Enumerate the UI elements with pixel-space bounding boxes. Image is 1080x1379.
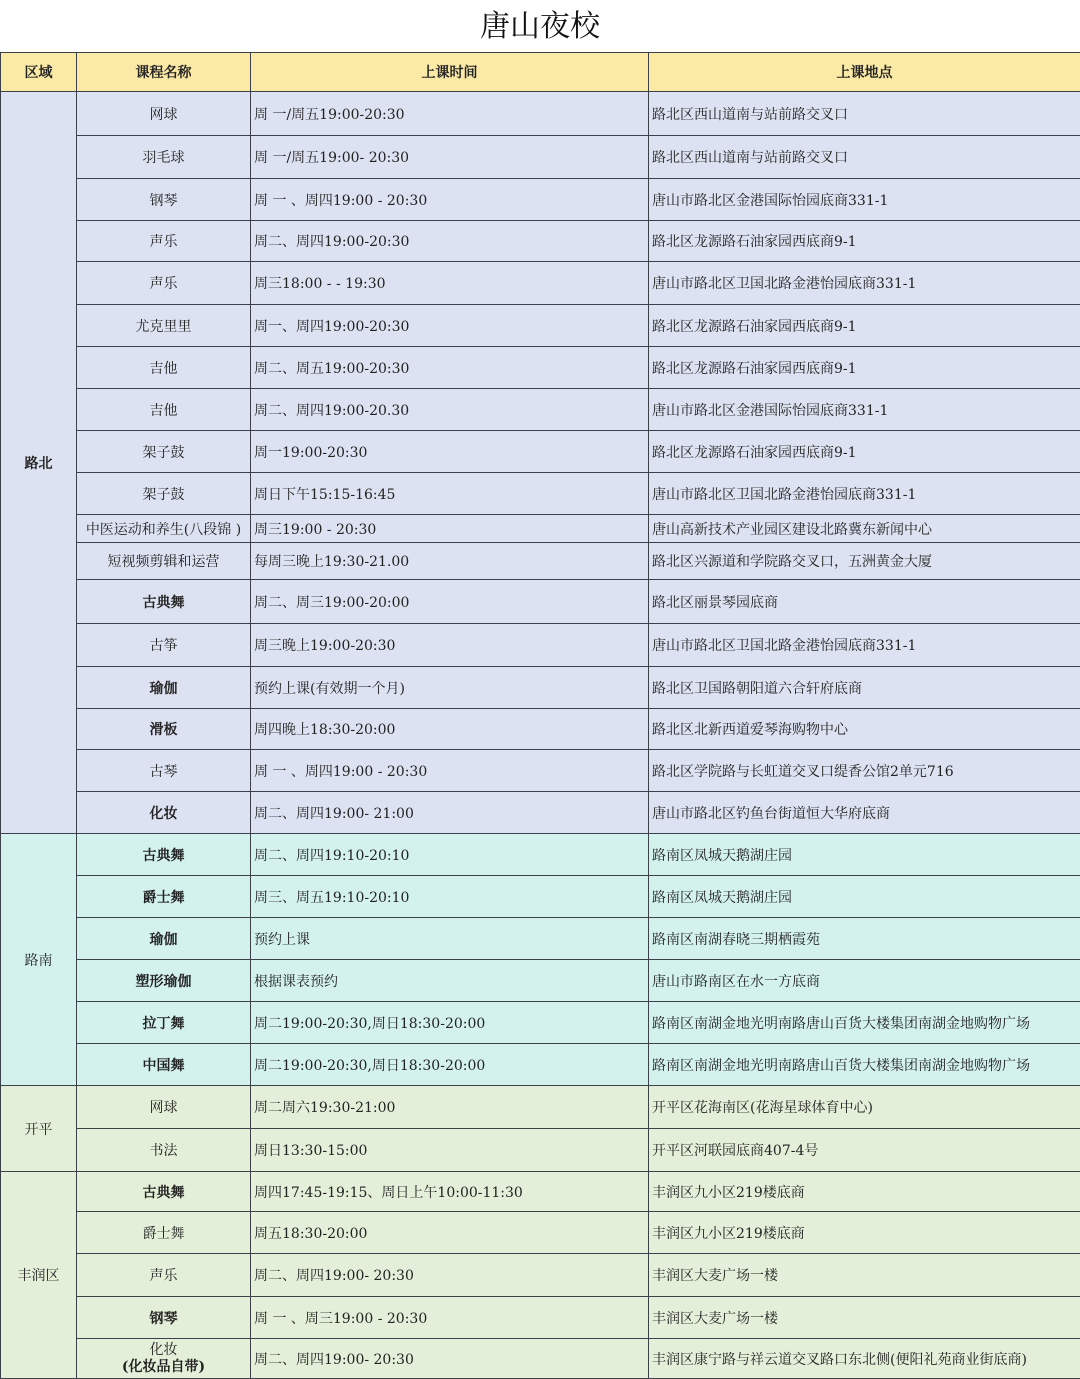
course-name-cell: 架子鼓 <box>77 431 251 473</box>
class-time-cell: 周三19:00 - 20:30 <box>251 515 649 543</box>
class-place-cell: 路北区北新西道爱琴海购物中心 <box>649 709 1080 750</box>
table-row <box>1 1339 1080 1379</box>
header-time: 上课时间 <box>251 53 649 92</box>
class-time-cell: 预约上课(有效期一个月) <box>251 667 649 709</box>
table-row <box>1 1297 1080 1339</box>
class-place-cell: 路北区西山道南与站前路交叉口 <box>649 136 1080 179</box>
table-row <box>1 1086 1080 1129</box>
region-cell: 开平 <box>1 1086 77 1172</box>
class-time-cell: 周四晚上18:30-20:00 <box>251 709 649 750</box>
class-time-cell: 周 一/周五19:00- 20:30 <box>251 136 649 179</box>
class-time-cell: 周二周六19:30-21:00 <box>251 1086 649 1129</box>
course-name: 化妆 <box>149 1341 178 1358</box>
class-time-cell: 周二、周四19:00- 21:00 <box>251 792 649 834</box>
course-name-cell: 吉他 <box>77 347 251 389</box>
course-name-cell: 书法 <box>77 1129 251 1172</box>
course-name-cell: 化妆 <box>77 792 251 834</box>
region-cell: 路北 <box>1 92 77 834</box>
course-name-cell: 爵士舞 <box>77 1212 251 1254</box>
table-row <box>1 179 1080 221</box>
course-name-cell: 架子鼓 <box>77 473 251 515</box>
class-place-cell: 唐山市路北区卫国北路金港怡园底商331-1 <box>649 473 1080 515</box>
course-name-cell: 古典舞 <box>77 580 251 624</box>
table-row <box>1 262 1080 305</box>
table-row <box>1 792 1080 834</box>
table-row <box>1 750 1080 792</box>
region-cell: 路南 <box>1 834 77 1086</box>
class-place-cell: 唐山市路北区金港国际怡园底商331-1 <box>649 179 1080 221</box>
class-time-cell: 周二、周五19:00-20:30 <box>251 347 649 389</box>
table-row <box>1 136 1080 179</box>
class-place-cell: 丰润区九小区219楼底商 <box>649 1212 1080 1254</box>
class-place-cell: 路北区兴源道和学院路交叉口，五洲黄金大厦 <box>649 543 1080 580</box>
table-row <box>1 473 1080 515</box>
table-row <box>1 624 1080 667</box>
header-course: 课程名称 <box>77 53 251 92</box>
class-time-cell: 预约上课 <box>251 918 649 960</box>
table-row <box>1 543 1080 580</box>
class-place-cell: 唐山市路北区卫国北路金港怡园底商331-1 <box>649 262 1080 305</box>
course-name-cell: 拉丁舞 <box>77 1002 251 1044</box>
table-row <box>1 305 1080 347</box>
course-note: (化妆品自带) <box>121 1358 206 1375</box>
course-name-cell: 吉他 <box>77 389 251 431</box>
course-name-cell: 钢琴 <box>77 179 251 221</box>
class-place-cell: 路南区凤城天鹅湖庄园 <box>649 876 1080 918</box>
class-place-cell: 唐山市路南区在水一方底商 <box>649 960 1080 1002</box>
course-name-cell: 古琴 <box>77 750 251 792</box>
table-row <box>1 918 1080 960</box>
class-time-cell: 周二、周四19:00- 20:30 <box>251 1339 649 1379</box>
class-place-cell: 开平区河联园底商407-4号 <box>649 1129 1080 1172</box>
class-place-cell: 路北区龙源路石油家园西底商9-1 <box>649 221 1080 262</box>
class-time-cell: 周四17:45-19:15、周日上午10:00-11:30 <box>251 1172 649 1212</box>
course-name-cell: 声乐 <box>77 221 251 262</box>
table-row <box>1 1002 1080 1044</box>
class-time-cell: 周二19:00-20:30,周日18:30-20:00 <box>251 1002 649 1044</box>
class-time-cell: 周五18:30-20:00 <box>251 1212 649 1254</box>
table-row <box>1 389 1080 431</box>
class-place-cell: 路北区龙源路石油家园西底商9-1 <box>649 431 1080 473</box>
course-name-cell: 羽毛球 <box>77 136 251 179</box>
course-name-cell: 中国舞 <box>77 1044 251 1086</box>
class-place-cell: 丰润区康宁路与祥云道交叉路口东北侧(便阳礼苑商业街底商) <box>649 1339 1080 1379</box>
course-name-cell: 瑜伽 <box>77 667 251 709</box>
class-time-cell: 周二、周四19:00-20:30 <box>251 221 649 262</box>
class-place-cell: 丰润区九小区219楼底商 <box>649 1172 1080 1212</box>
course-name-cell: 网球 <box>77 92 251 136</box>
class-time-cell: 周 一 、周三19:00 - 20:30 <box>251 1297 649 1339</box>
table-row <box>1 1129 1080 1172</box>
class-time-cell: 周二、周四19:10-20:10 <box>251 834 649 876</box>
header-place: 上课地点 <box>649 53 1080 92</box>
class-place-cell: 唐山市路北区钓鱼台街道恒大华府底商 <box>649 792 1080 834</box>
class-time-cell: 每周三晚上19:30-21.00 <box>251 543 649 580</box>
class-place-cell: 唐山高新技术产业园区建设北路冀东新闻中心 <box>649 515 1080 543</box>
course-name-cell: 声乐 <box>77 262 251 305</box>
class-place-cell: 路北区丽景琴园底商 <box>649 580 1080 624</box>
table-row <box>1 431 1080 473</box>
table-header-row <box>1 53 1080 92</box>
course-name-cell: 尤克里里 <box>77 305 251 347</box>
class-time-cell: 周二、周四19:00-20.30 <box>251 389 649 431</box>
table-row <box>1 1172 1080 1212</box>
class-place-cell: 丰润区大麦广场一楼 <box>649 1254 1080 1297</box>
course-name-cell: 古典舞 <box>77 1172 251 1212</box>
class-time-cell: 周三、周五19:10-20:10 <box>251 876 649 918</box>
table-row <box>1 709 1080 750</box>
class-time-cell: 周一、周四19:00-20:30 <box>251 305 649 347</box>
class-time-cell: 周二、周四19:00- 20:30 <box>251 1254 649 1297</box>
class-time-cell: 周二19:00-20:30,周日18:30-20:00 <box>251 1044 649 1086</box>
course-name-cell: 古典舞 <box>77 834 251 876</box>
course-name-cell: 古筝 <box>77 624 251 667</box>
table-row <box>1 1044 1080 1086</box>
course-name-cell: 短视频剪辑和运营 <box>77 543 251 580</box>
class-time-cell: 周三晚上19:00-20:30 <box>251 624 649 667</box>
course-name-cell: 钢琴 <box>77 1297 251 1339</box>
course-table <box>0 52 1080 1379</box>
table-row <box>1 960 1080 1002</box>
class-place-cell: 路北区卫国路朝阳道六合轩府底商 <box>649 667 1080 709</box>
course-name-cell: 网球 <box>77 1086 251 1129</box>
course-name-cell: 瑜伽 <box>77 918 251 960</box>
table-row <box>1 92 1080 136</box>
class-place-cell: 路南区南湖金地光明南路唐山百货大楼集团南湖金地购物广场 <box>649 1044 1080 1086</box>
class-place-cell: 路北区学院路与长虹道交叉口缇香公馆2单元716 <box>649 750 1080 792</box>
table-row <box>1 515 1080 543</box>
table-row <box>1 580 1080 624</box>
table-row <box>1 667 1080 709</box>
class-time-cell: 周 一 、周四19:00 - 20:30 <box>251 750 649 792</box>
class-time-cell: 周日下午15:15-16:45 <box>251 473 649 515</box>
class-place-cell: 路南区南湖春晓三期栖霞苑 <box>649 918 1080 960</box>
class-time-cell: 周一19:00-20:30 <box>251 431 649 473</box>
class-place-cell: 丰润区大麦广场一楼 <box>649 1297 1080 1339</box>
region-cell: 丰润区 <box>1 1172 77 1379</box>
class-place-cell: 开平区花海南区(花海星球体育中心) <box>649 1086 1080 1129</box>
table-row <box>1 221 1080 262</box>
class-place-cell: 唐山市路北区卫国北路金港怡园底商331-1 <box>649 624 1080 667</box>
class-time-cell: 周二、周三19:00-20:00 <box>251 580 649 624</box>
class-place-cell: 路北区龙源路石油家园西底商9-1 <box>649 305 1080 347</box>
course-name-cell: 爵士舞 <box>77 876 251 918</box>
class-place-cell: 路南区凤城天鹅湖庄园 <box>649 834 1080 876</box>
class-place-cell: 唐山市路北区金港国际怡园底商331-1 <box>649 389 1080 431</box>
class-time-cell: 根据课表预约 <box>251 960 649 1002</box>
class-place-cell: 路北区龙源路石油家园西底商9-1 <box>649 347 1080 389</box>
class-time-cell: 周 一 、周四19:00 - 20:30 <box>251 179 649 221</box>
table-row <box>1 1254 1080 1297</box>
table-row <box>1 876 1080 918</box>
page-title: 唐山夜校 <box>480 9 600 44</box>
class-time-cell: 周三18:00 - - 19:30 <box>251 262 649 305</box>
table-row <box>1 834 1080 876</box>
table-row <box>1 1212 1080 1254</box>
header-region: 区域 <box>1 53 77 92</box>
class-place-cell: 路北区西山道南与站前路交叉口 <box>649 92 1080 136</box>
course-name-cell: 塑形瑜伽 <box>77 960 251 1002</box>
course-name-cell: 滑板 <box>77 709 251 750</box>
class-time-cell: 周 一/周五19:00-20:30 <box>251 92 649 136</box>
table-row <box>1 347 1080 389</box>
course-name-cell: 中医运动和养生(八段锦 ) <box>77 515 251 543</box>
course-name-cell <box>77 1339 251 1379</box>
class-time-cell: 周日13:30-15:00 <box>251 1129 649 1172</box>
course-name-cell: 声乐 <box>77 1254 251 1297</box>
class-place-cell: 路南区南湖金地光明南路唐山百货大楼集团南湖金地购物广场 <box>649 1002 1080 1044</box>
